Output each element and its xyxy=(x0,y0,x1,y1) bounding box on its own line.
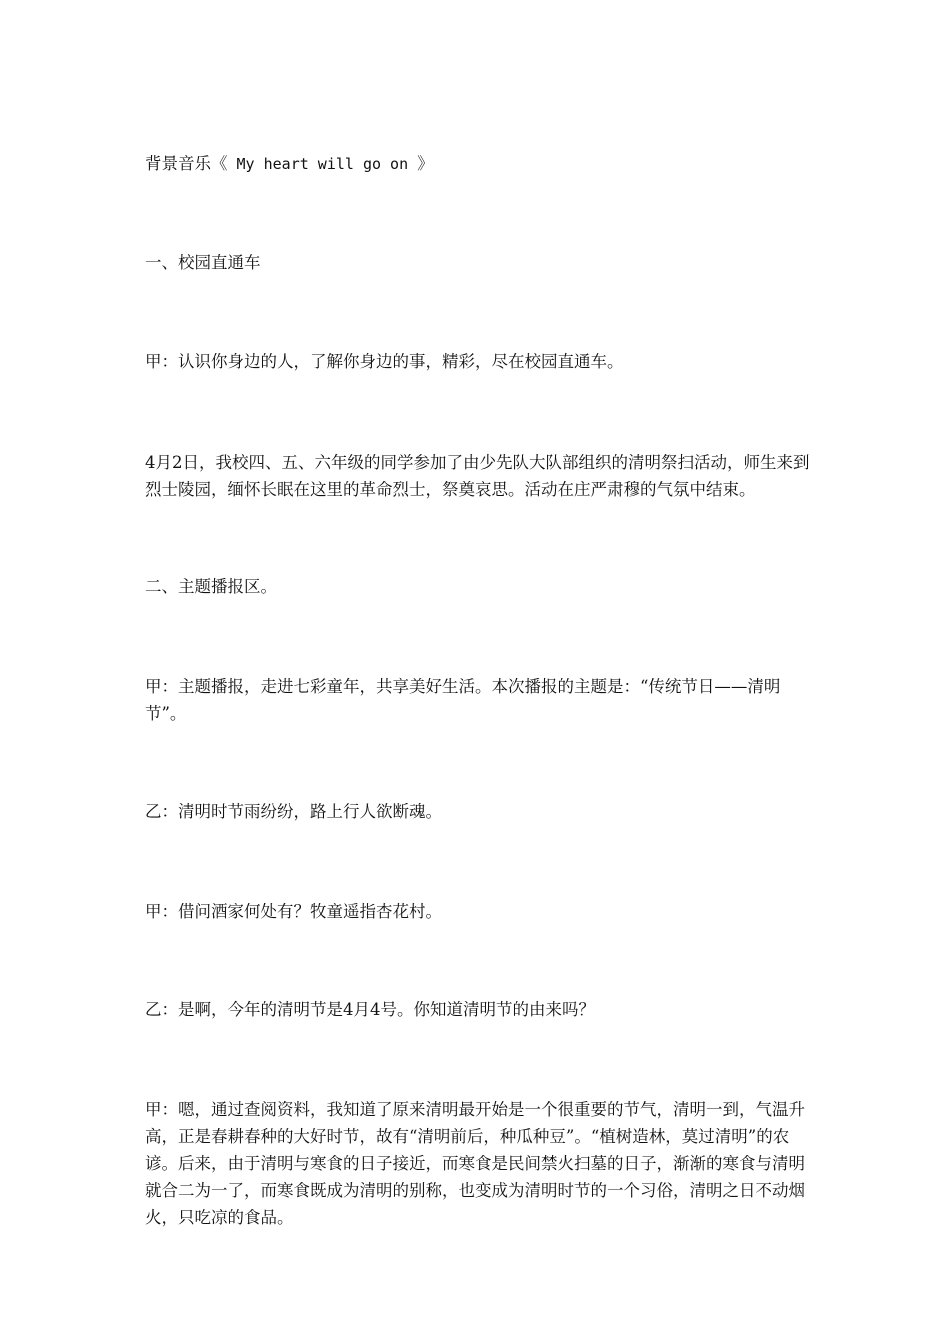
paragraph-festival-origin: 甲：嗯，通过查阅资料，我知道了原来清明最开始是一个很重要的节气，清明一到，气温升高，正是春耕春种的大好时节，故有“清明前后，种瓜种豆”。“植树造林，莫过清明”的农谚。后来，由于清明与寒食的日子接近，而寒食是民间禁火扫墓的日子，渐渐的寒食与清明就合二为一了，而寒食既成为清明的别称，也变成为清明时节的一个习俗，清明之日不动烟火，只吃凉的食品。 xyxy=(145,1100,805,1227)
paragraph-theme-intro: 甲：主题播报，走进七彩童年，共享美好生活。本次播报的主题是：“传统节日——清明节”。 xyxy=(145,677,781,723)
section-heading-campus: 一、校园直通车 xyxy=(145,253,261,272)
paragraph-campus-news: 4月2日，我校四、五、六年级的同学参加了由少先队大队部组织的清明祭扫活动，师生来到烈士陵园，缅怀长眠在这里的革命烈士，祭奠哀思。活动在庄严肃穆的气氛中结束。 xyxy=(145,453,810,499)
paragraph-poem-line-1: 乙：清明时节雨纷纷，路上行人欲断魂。 xyxy=(145,802,442,821)
music-suffix: 》 xyxy=(417,154,434,173)
background-music-line xyxy=(145,150,810,178)
paragraph-poem-line-2: 甲：借问酒家何处有？牧童遥指杏花村。 xyxy=(145,902,442,921)
paragraph-festival-date: 乙：是啊，今年的清明节是4月4号。你知道清明节的由来吗？ xyxy=(145,1000,595,1019)
section-heading-theme: 二、主题播报区。 xyxy=(145,577,277,596)
music-prefix: 背景音乐《 xyxy=(145,154,228,173)
paragraph-campus-intro: 甲：认识你身边的人，了解你身边的事，精彩，尽在校园直通车。 xyxy=(145,352,624,371)
music-title: My heart will go on xyxy=(227,155,418,173)
